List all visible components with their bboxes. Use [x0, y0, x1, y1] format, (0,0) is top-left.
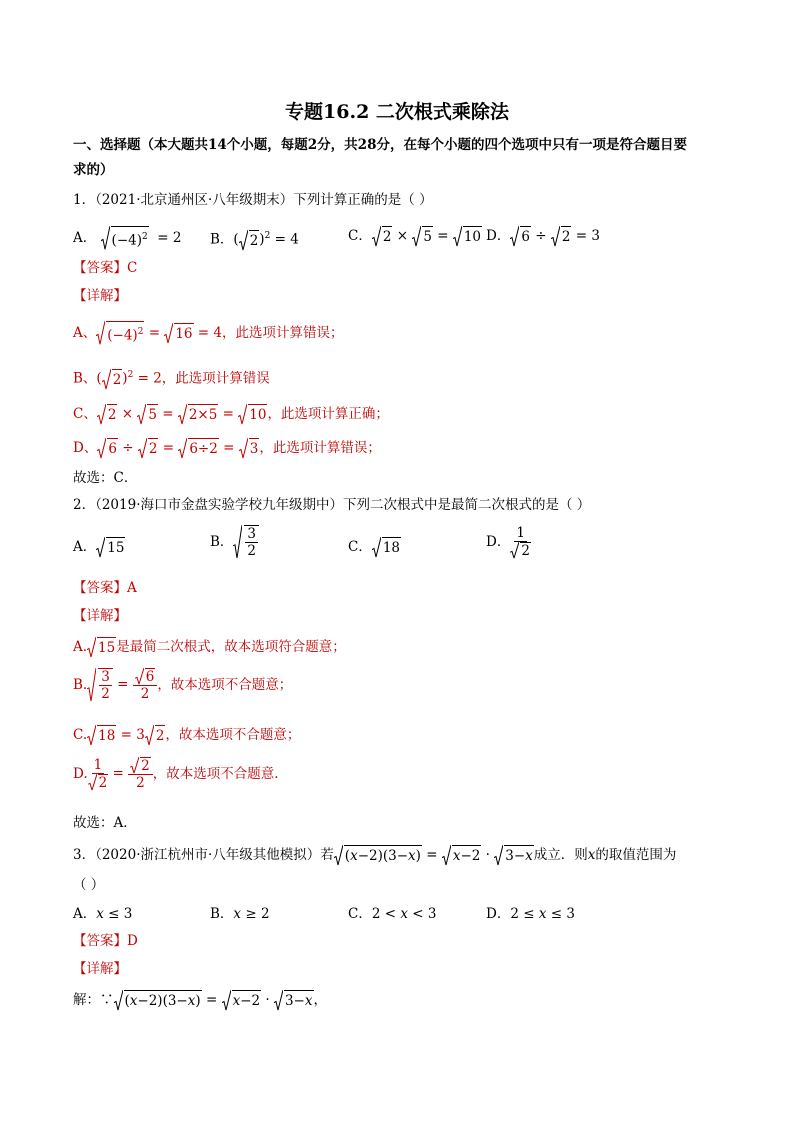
q1-explain-b: B、( 2)$^2$ = 2，此选项计算错误 — [73, 370, 270, 388]
q1-option-d: D． 6 ÷ 2 = 3 — [486, 228, 600, 245]
q2-option-b: B． $\frac{3}{2}$ — [210, 525, 259, 569]
q1-option-a: A． $(-4)^2 = 2$ — [73, 226, 182, 251]
q2-explain-b: B. $\frac{3}{2}$ = $\frac{6}{2}$ ，故本选项不合题意； — [73, 669, 293, 702]
q2-option-d: D． $\frac{1}{2}$ — [486, 525, 530, 559]
q3-answer: 【答案】D — [73, 933, 138, 949]
q1-explain-c: C、 2 × 5 = 2×5 = 10，此选项计算正确； — [73, 406, 389, 423]
q3-solution: 解：∵ (x−2)(3−x) = x−2 · 3−x， — [73, 992, 327, 1009]
q3-option-d: D．2 ≤ x ≤ 3 — [486, 906, 575, 922]
q2-detail-label: 【详解】 — [73, 608, 127, 624]
section-heading-line2: 求的） — [73, 162, 114, 178]
page-title: 专题16.2 二次根式乘除法 — [285, 101, 509, 123]
q2-explain-d: D. $\frac{1}{2}$ = $\frac{2}{2}$ ，故本选项不合题意. — [73, 757, 279, 791]
q1-option-b: B．( 2)$^2$ = 4 — [210, 231, 299, 249]
q1-conclusion: 故选：C． — [73, 470, 138, 486]
q1-answer: 【答案】C — [73, 260, 138, 276]
q1-explain-a: A、 $(-4)^2$ = 16 = 4，此选项计算错误； — [73, 321, 344, 346]
q2-conclusion: 故选：A． — [73, 815, 137, 831]
q1-explain-d: D、 6 ÷ 2 = 6÷2 = 3，此选项计算错误； — [73, 440, 381, 457]
q2-stem: 2．（2019·海口市金盘实验学校九年级期中）下列二次根式中是最简二次根式的是（ ） — [73, 497, 591, 513]
q1-option-c: C． 2 × 5 = 10 — [348, 228, 482, 245]
q3-option-b: B．x ≥ 2 — [210, 906, 270, 922]
q3-detail-label: 【详解】 — [73, 961, 127, 977]
q2-option-c: C． 18 — [348, 539, 401, 556]
q2-answer: 【答案】A — [73, 580, 137, 596]
q1-detail-label: 【详解】 — [73, 288, 127, 304]
q2-explain-a: A. 15是最简二次根式，故本选项符合题意； — [73, 639, 346, 656]
q1-stem: 1．（2021·北京通州区·八年级期末）下列计算正确的是（ ） — [73, 192, 433, 208]
q2-option-a: A． 15 — [73, 539, 125, 556]
q2-explain-c: C. 18 = 3 2，故本选项不合题意； — [73, 727, 301, 744]
q3-stem: 3．（2020·浙江杭州市·八年级其他模拟）若 (x−2)(3−x) = x−2 · 3−x成立．则x的取值范围为 — [73, 847, 677, 864]
section-heading-line1: 一、选择题（本大题共14个小题，每题2分，共28分，在每个小题的四个选项中只有一项是符合题目要 — [73, 137, 687, 153]
q3-option-c: C．2 < x < 3 — [348, 906, 437, 922]
q3-option-a: A．x ≤ 3 — [73, 906, 133, 922]
q3-paren: （ ） — [73, 877, 105, 893]
